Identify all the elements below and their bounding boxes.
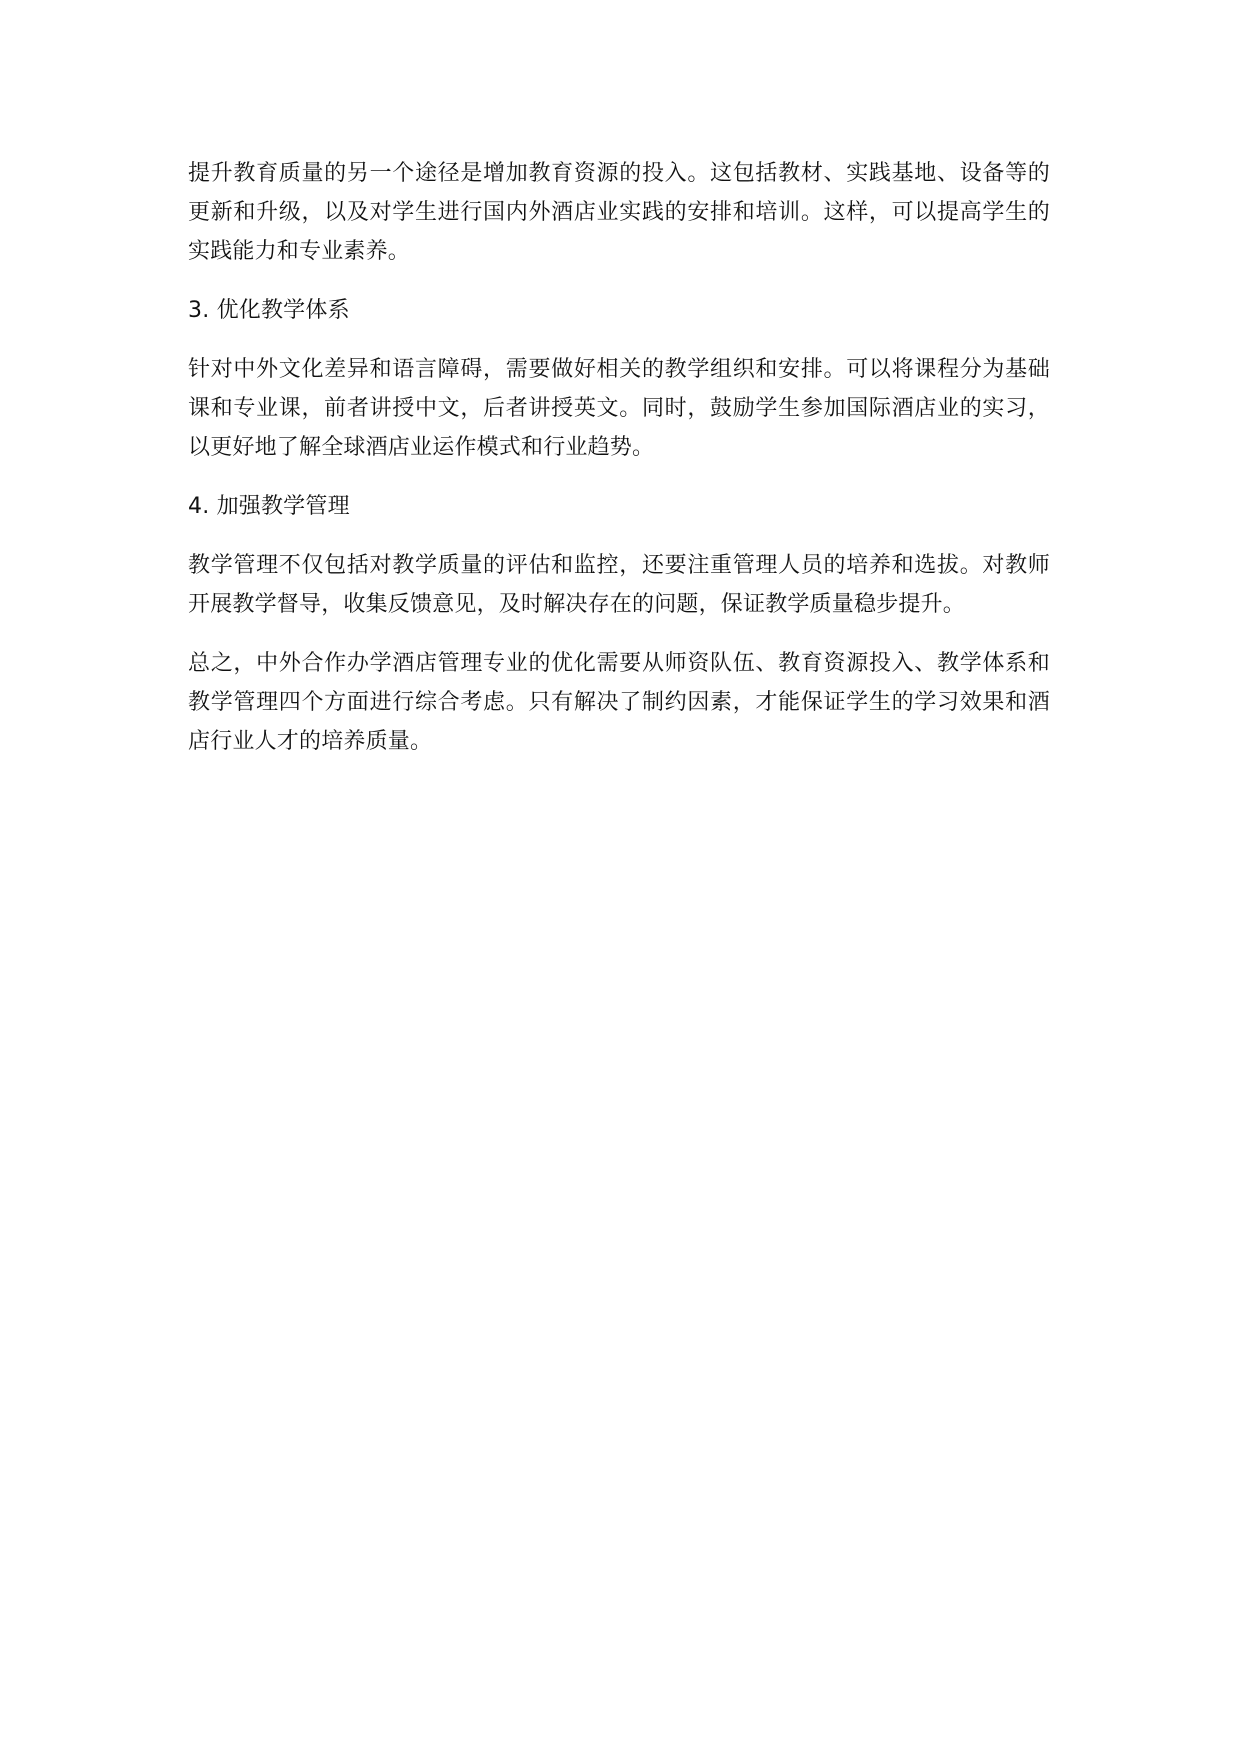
paragraph-teaching-system: 针对中外文化差异和语言障碍，需要做好相关的教学组织和安排。可以将课程分为基础课和专业课，前者讲授中文，后者讲授英文。同时，鼓励学生参加国际酒店业的实习，以更好地了解全球酒店业运作模式和行业趋势。 bbox=[188, 357, 1050, 460]
paragraph-education-resources: 提升教育质量的另一个途径是增加教育资源的投入。这包括教材、实践基地、设备等的更新和升级，以及对学生进行国内外酒店业实践的安排和培训。这样，可以提高学生的实践能力和专业素养。 bbox=[188, 161, 1050, 264]
section-heading-optimize-teaching-system: 3. 优化教学体系 bbox=[188, 298, 350, 323]
section-heading-strengthen-teaching-management: 4. 加强教学管理 bbox=[188, 494, 350, 519]
paragraph-teaching-management: 教学管理不仅包括对教学质量的评估和监控，还要注重管理人员的培养和选拔。对教师开展教学督导，收集反馈意见，及时解决存在的问题，保证教学质量稳步提升。 bbox=[188, 553, 1050, 617]
paragraph-conclusion: 总之，中外合作办学酒店管理专业的优化需要从师资队伍、教育资源投入、教学体系和教学管理四个方面进行综合考虑。只有解决了制约因素，才能保证学生的学习效果和酒店行业人才的培养质量。 bbox=[188, 651, 1050, 754]
document-body bbox=[188, 154, 1050, 781]
